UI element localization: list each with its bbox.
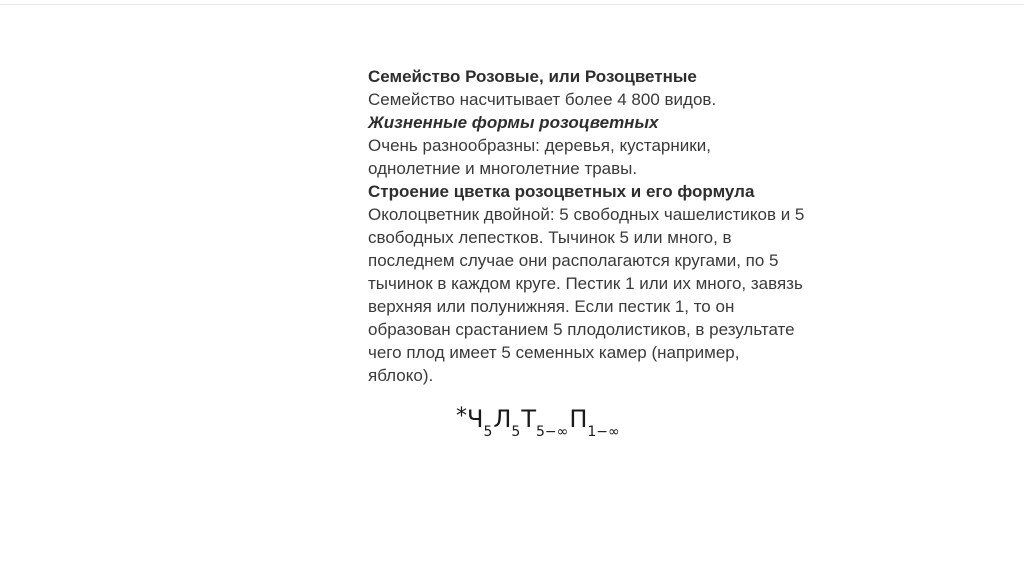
formula-petals-sub: 5	[511, 424, 521, 440]
structure-line: образован срастанием 5 плодолистиков, в результате	[368, 320, 795, 339]
life-forms-heading: Жизненные формы розоцветных	[368, 113, 659, 132]
formula-stamens: Т	[521, 405, 537, 433]
life-forms-text-line: Очень разнообразны: деревья, кустарники,	[368, 136, 711, 155]
formula-pistil: П	[569, 405, 588, 433]
formula-pistil-sub: 1−∞	[587, 424, 620, 440]
top-divider	[0, 4, 1024, 5]
structure-line: яблоко).	[368, 366, 434, 385]
formula-stamens-sub: 5−∞	[536, 424, 569, 440]
flower-formula	[456, 405, 716, 453]
structure-line: свободных лепестков. Тычинок 5 или много, в	[368, 228, 732, 247]
title-heading: Семейство Розовые, или Розоцветные	[368, 67, 697, 86]
formula-star: *	[456, 404, 467, 429]
text-block	[368, 65, 848, 387]
structure-line: тычинок в каждом круге. Пестик 1 или их много, завязь	[368, 274, 803, 293]
structure-line: Околоцветник двойной: 5 свободных чашелистиков и 5	[368, 205, 805, 224]
structure-line: верхняя или полунижняя. Если пестик 1, то он	[368, 297, 735, 316]
species-count-text: Семейство насчитывает более 4 800 видов.	[368, 90, 717, 109]
life-forms-text-line: однолетние и многолетние травы.	[368, 159, 638, 178]
structure-line: последнем случае они располагаются кругами, по 5	[368, 251, 779, 270]
formula-calyx-sub: 5	[483, 424, 493, 440]
formula-petals: Л	[493, 405, 512, 433]
structure-line: чего плод имеет 5 семенных камер (например,	[368, 343, 740, 362]
formula-calyx: Ч	[467, 405, 484, 433]
structure-heading: Строение цветка розоцветных и его формула	[368, 182, 755, 201]
